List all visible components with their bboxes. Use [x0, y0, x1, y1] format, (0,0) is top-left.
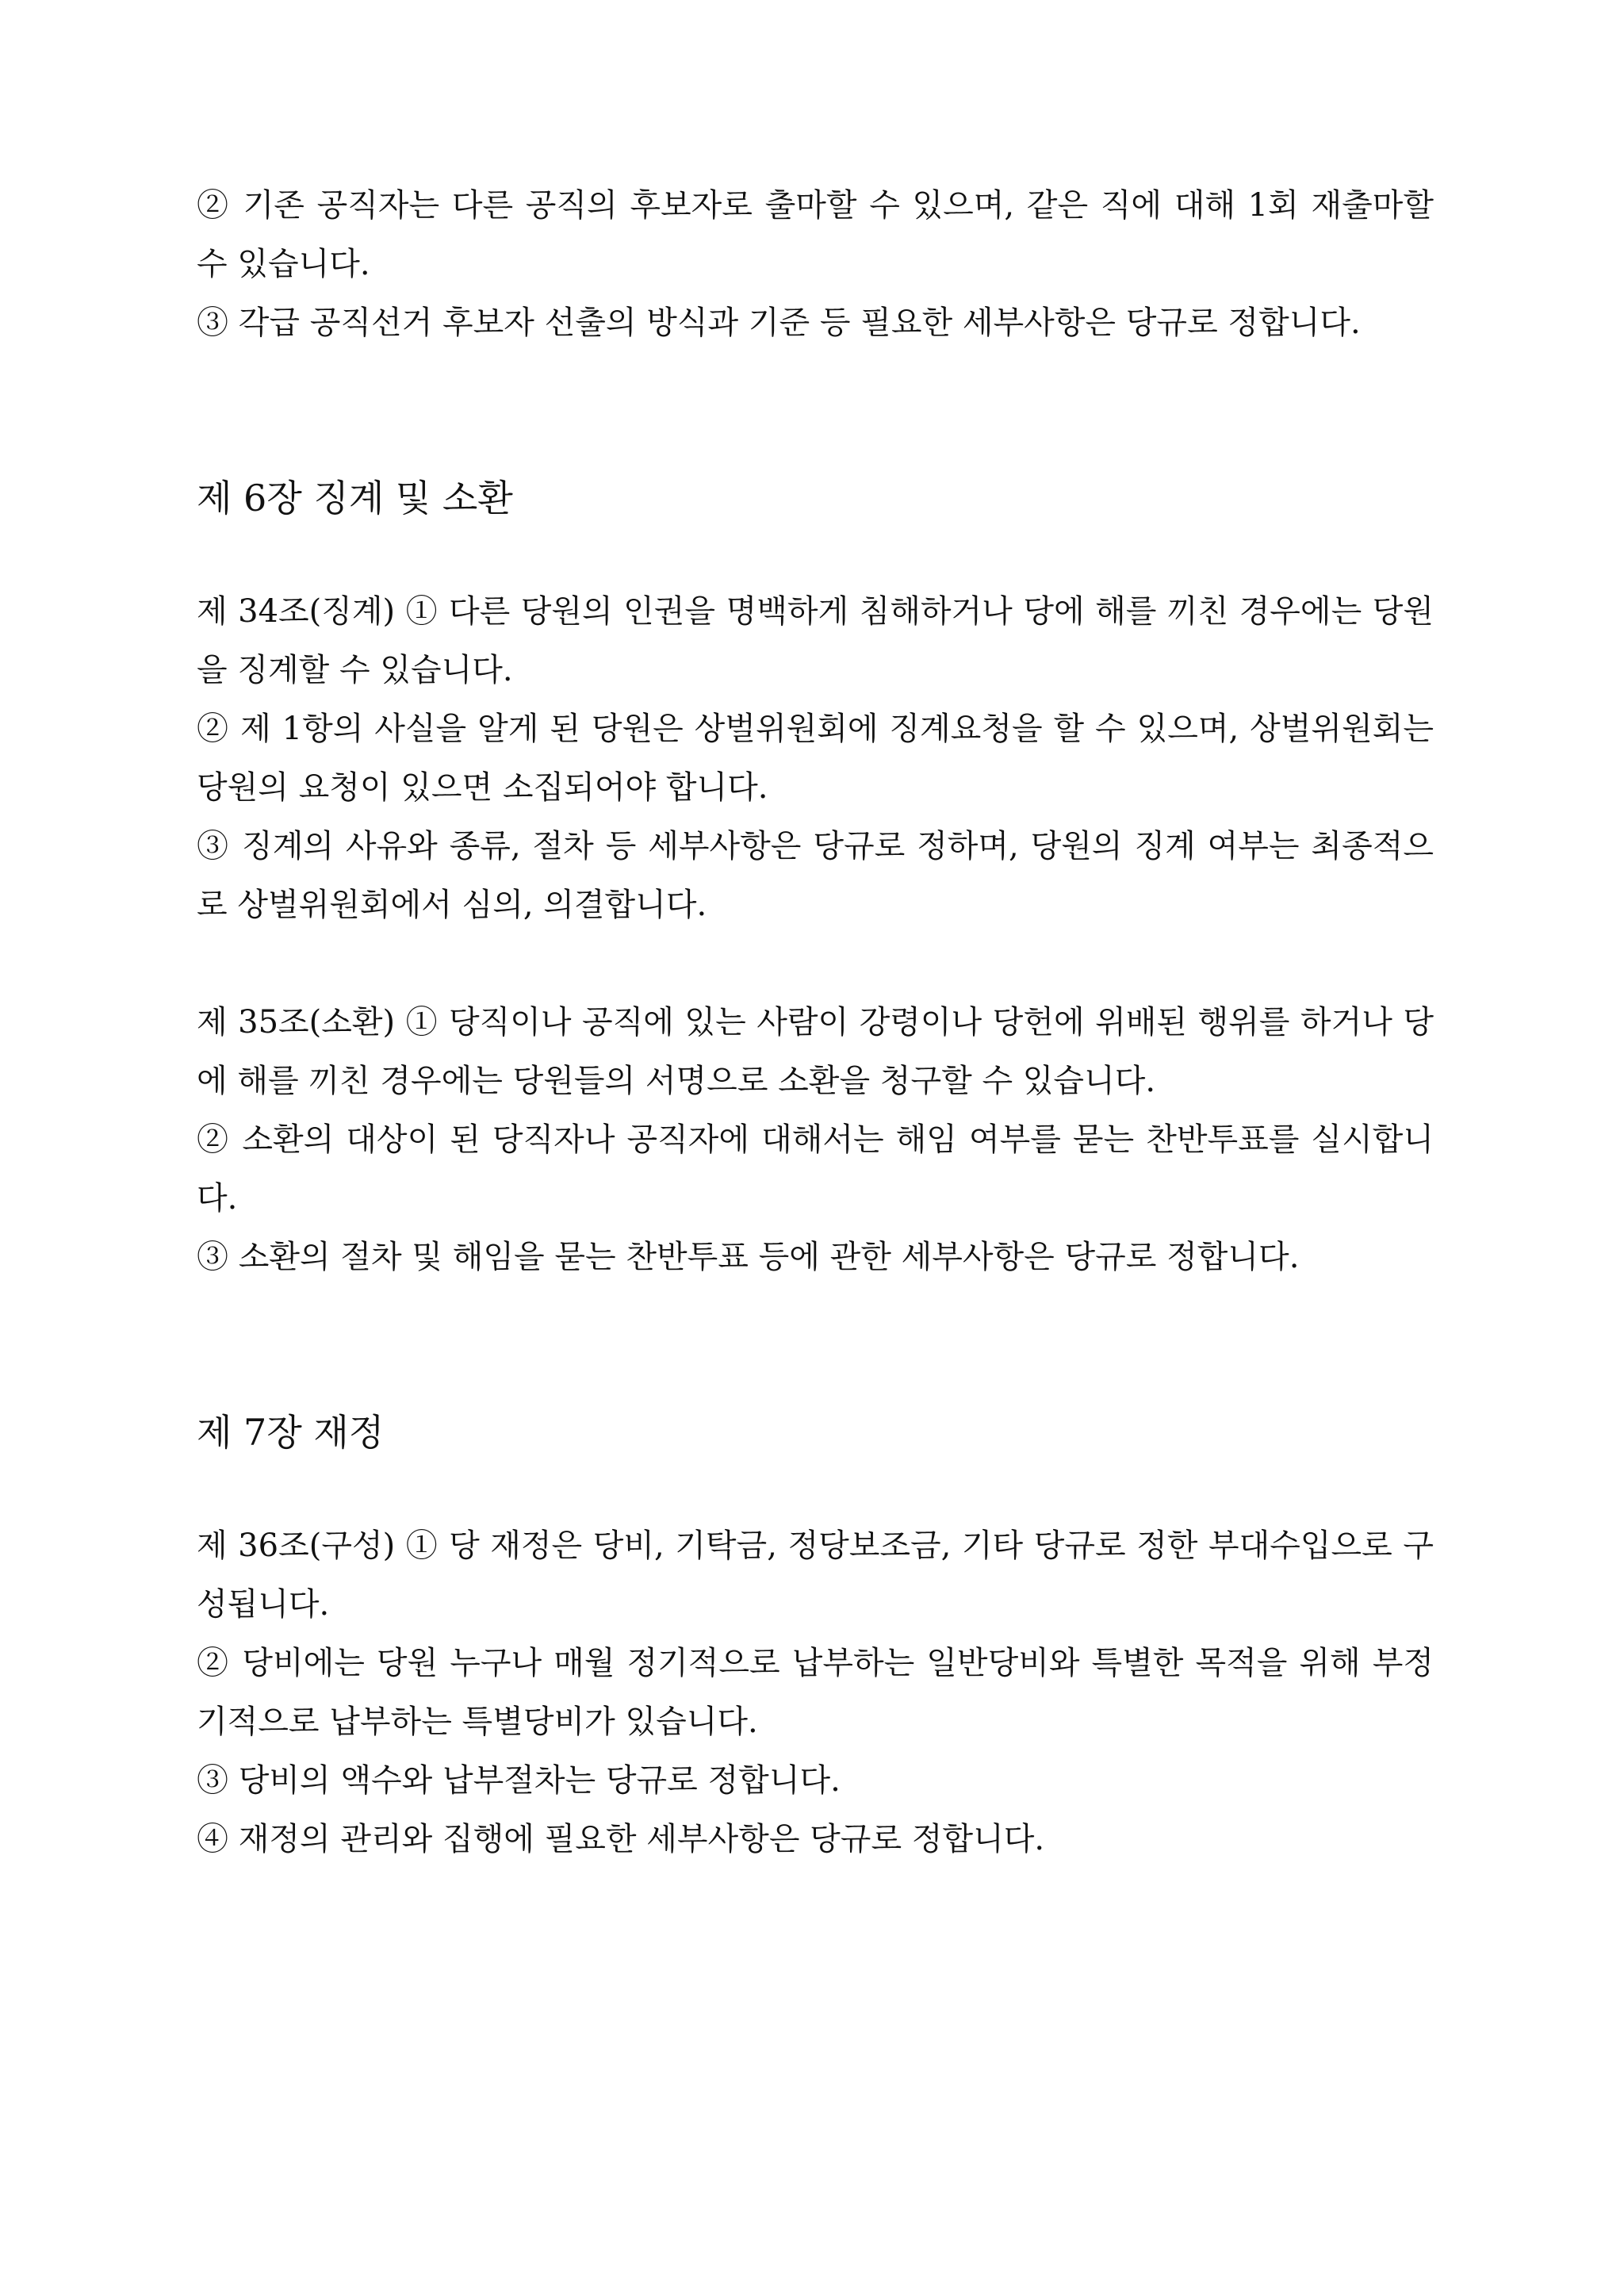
paragraph: ② 당비에는 당원 누구나 매월 정기적으로 납부하는 일반당비와 특별한 목적을 위해 부정기적으로 납부하는 특별당비가 있습니다. [197, 1645, 1434, 1740]
paragraph: ③ 징계의 사유와 종류, 절차 등 세부사항은 당규로 정하며, 당원의 징계 여부는 최종적으로 상벌위원회에서 심의, 의결합니다. [197, 828, 1434, 923]
paragraph: 제 34조(징계) ① 다른 당원의 인권을 명백하게 침해하거나 당에 해를 끼친 경우에는 당원을 징계할 수 있습니다. [197, 593, 1434, 688]
document-page [197, 176, 1434, 1869]
article-34 [197, 582, 1434, 934]
chapter-title: 제 7장 재정 [197, 1411, 385, 1454]
spacer [197, 1286, 1434, 1409]
paragraph: ② 제 1항의 사실을 알게 된 당원은 상벌위원회에 징계요청을 할 수 있으며, 상벌위원회는 당원의 요청이 있으면 소집되어야 합니다. [197, 711, 1434, 806]
paragraph: ② 소환의 대상이 된 당직자나 공직자에 대해서는 해임 여부를 묻는 찬반투표를 실시합니다. [197, 1121, 1434, 1217]
spacer [197, 934, 1434, 993]
article-36 [197, 1516, 1434, 1869]
paragraph: ③ 각급 공직선거 후보자 선출의 방식과 기준 등 필요한 세부사항은 당규로 정합니다. [197, 305, 1361, 341]
spacer [197, 1456, 1434, 1516]
paragraph: ④ 재정의 관리와 집행에 필요한 세부사항은 당규로 정합니다. [197, 1821, 1045, 1857]
paragraph: 제 36조(구성) ① 당 재정은 당비, 기탁금, 정당보조금, 기타 당규로 정한 부대수입으로 구성됩니다. [197, 1527, 1434, 1623]
spacer [197, 352, 1434, 474]
paragraph: ③ 소환의 절차 및 해임을 묻는 찬반투표 등에 관한 세부사항은 당규로 정합니다. [197, 1239, 1300, 1275]
spacer [197, 522, 1434, 582]
paragraph: ② 기존 공직자는 다른 공직의 후보자로 출마할 수 있으며, 같은 직에 대해 1회 재출마할 수 있습니다. [197, 187, 1434, 282]
chapter-title: 제 6장 징계 및 소환 [197, 477, 513, 519]
paragraph: ③ 당비의 액수와 납부절차는 당규로 정합니다. [197, 1762, 841, 1799]
paragraph: 제 35조(소환) ① 당직이나 공직에 있는 사람이 강령이나 당헌에 위배된 행위를 하거나 당에 해를 끼친 경우에는 당원들의 서명으로 소환을 청구할 수 있습니다. [197, 1004, 1434, 1099]
article-35 [197, 993, 1434, 1286]
